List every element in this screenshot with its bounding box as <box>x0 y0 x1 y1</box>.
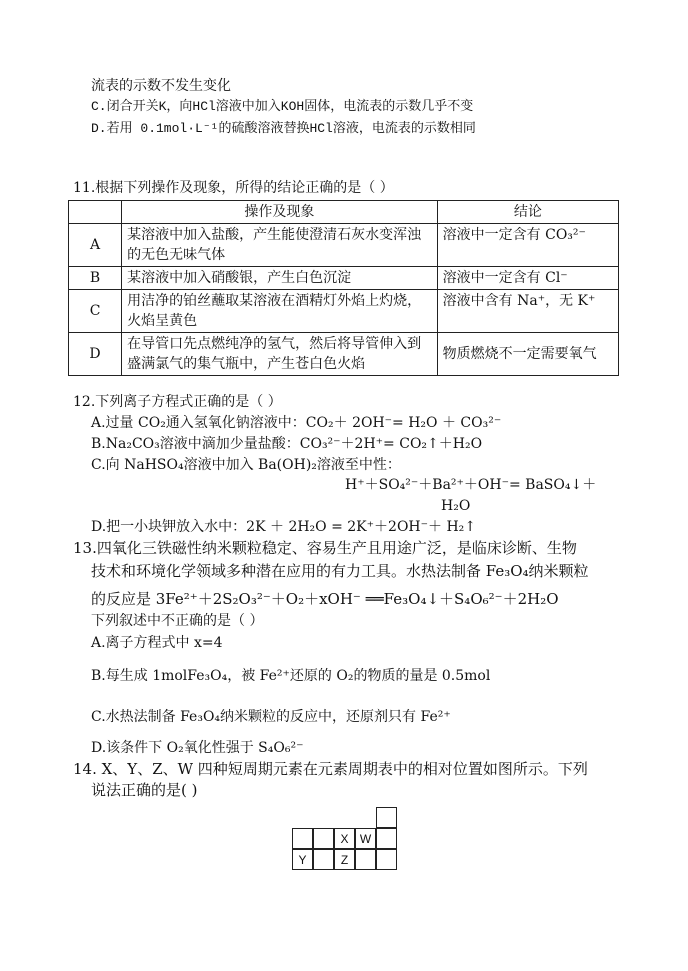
q14-stem-2: 说法正确的是( ) <box>91 781 198 799</box>
grid-cell <box>376 849 397 870</box>
intro-line: 流表的示数不发生变化 <box>91 78 231 94</box>
q12-option-a: A.过量 CO₂通入氢氧化钠溶液中：CO₂＋ 2OH⁻= H₂O ＋ CO₃²⁻ <box>91 415 502 431</box>
grid-cell <box>355 849 376 870</box>
grid-cell-z: Z <box>334 849 355 870</box>
header-cell: 操作及现象 <box>122 201 438 224</box>
header-cell <box>69 201 122 224</box>
q12-option-c-equation-cont: H₂O <box>441 498 471 514</box>
grid-cell <box>313 828 334 849</box>
grid-cell <box>376 828 397 849</box>
row-operation: 某溶液中加入硝酸银，产生白色沉淀 <box>122 267 438 290</box>
q12-option-c-equation: H⁺＋SO₄²⁻＋Ba²⁺＋OH⁻= BaSO₄↓＋ <box>345 477 597 493</box>
q13-stem-4: 下列叙述中不正确的是（ ） <box>91 613 264 629</box>
table-row <box>69 224 619 267</box>
grid-cell-w: W <box>355 828 376 849</box>
grid-cell-x: X <box>334 828 355 849</box>
q11-stem: 11.根据下列操作及现象，所得的结论正确的是（ ） <box>73 180 394 196</box>
grid-cell <box>313 849 334 870</box>
table-header-row <box>69 201 619 224</box>
q13-option-b: B.每生成 1molFe₃O₄，被 Fe²⁺还原的 O₂的物质的量是 0.5mol <box>91 668 491 684</box>
q13-reaction: 的反应是 3Fe²⁺＋2S₂O₃²⁻＋O₂＋xOH⁻ ══Fe₃O₄↓＋S₄O₆²⁻＋2H₂O <box>91 590 559 608</box>
row-label: D <box>69 333 122 376</box>
header-cell: 结论 <box>437 201 618 224</box>
row-operation: 用洁净的铂丝蘸取某溶液在酒精灯外焰上灼烧，火焰呈黄色 <box>122 290 438 333</box>
q12-option-c: C.向 NaHSO₄溶液中加入 Ba(OH)₂溶液至中性： <box>91 457 401 473</box>
q11-table <box>68 200 619 376</box>
option-c: C.闭合开关K，向HCl溶液中加入KOH固体，电流表的示数几乎不变 <box>91 99 474 114</box>
q13-option-a: A.离子方程式中 x=4 <box>91 635 223 651</box>
row-conclusion: 溶液中含有 Na⁺，无 K⁺ <box>437 290 618 333</box>
row-conclusion: 物质燃烧不一定需要氧气 <box>437 333 618 376</box>
row-label: C <box>69 290 122 333</box>
table-row <box>69 333 619 376</box>
q12-stem: 12.下列离子方程式正确的是（ ） <box>73 394 282 410</box>
table-row <box>69 290 619 333</box>
grid-cell <box>292 828 313 849</box>
q13-option-d: D.该条件下 O₂氧化性强于 S₄O₆²⁻ <box>91 740 304 756</box>
q12-option-d: D.把一小块钾放入水中：2K ＋ 2H₂O = 2K⁺＋2OH⁻＋ H₂↑ <box>91 519 477 535</box>
row-label: B <box>69 267 122 290</box>
option-d: D.若用 0.1mol·L⁻¹的硫酸溶液替换HCl溶液，电流表的示数相同 <box>91 121 476 136</box>
q14-stem-1: 14. X、Y、Z、W 四种短周期元素在元素周期表中的相对位置如图所示。下列 <box>73 760 588 778</box>
row-conclusion: 溶液中一定含有 CO₃²⁻ <box>437 224 618 267</box>
table-row <box>69 267 619 290</box>
row-operation: 在导管口先点燃纯净的氢气，然后将导管伸入到盛满氯气的集气瓶中，产生苍白色火焰 <box>122 333 438 376</box>
q13-stem-2: 技术和环境化学领域多种潜在应用的有力工具。水热法制备 Fe₃O₄纳米颗粒 <box>91 562 589 580</box>
row-conclusion: 溶液中一定含有 Cl⁻ <box>437 267 618 290</box>
q13-option-c: C.水热法制备 Fe₃O₄纳米颗粒的反应中，还原剂只有 Fe²⁺ <box>91 709 451 725</box>
row-operation: 某溶液中加入盐酸，产生能使澄清石灰水变浑浊的无色无味气体 <box>122 224 438 267</box>
grid-cell-y: Y <box>292 849 313 870</box>
q12-option-b: B.Na₂CO₃溶液中滴加少量盐酸：CO₃²⁻＋2H⁺= CO₂↑＋H₂O <box>91 436 483 452</box>
grid-cell <box>376 807 397 828</box>
q13-stem-1: 13.四氧化三铁磁性纳米颗粒稳定、容易生产且用途广泛，是临床诊断、生物 <box>73 539 577 557</box>
row-label: A <box>69 224 122 267</box>
